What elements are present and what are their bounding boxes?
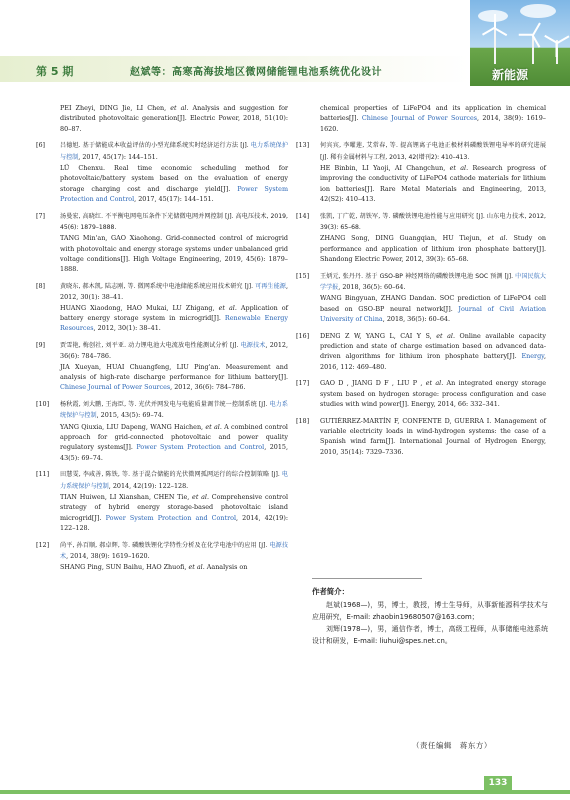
reference-number: [6] (36, 141, 46, 150)
reference-number: [14] (296, 211, 310, 220)
reference-text: HUANG Xiaodong, HAO Mukai, LU Zhigang, (60, 303, 219, 312)
journal-name: 新能源 (492, 68, 529, 82)
reference-number: [15] (296, 271, 310, 280)
reference-text: , 2012, 30(1): 38–41. (60, 282, 289, 302)
reference-number: [17] (296, 379, 310, 388)
journal-link-text: 电源技术 (60, 541, 289, 561)
journal-link-text: Chinese Journal of Power Sources (361, 114, 478, 123)
reference-number: [9] (36, 341, 46, 350)
references-right-column (296, 103, 546, 463)
reference-text: et al (436, 331, 453, 340)
reference-text: . A combined control approach for grid-connected photovoltaic and power quality regulatory systems[J]. (60, 422, 288, 452)
journal-link-text: Renewable Energy Resources (60, 314, 288, 333)
journal-link-text: Power System Protection and Control (60, 184, 289, 204)
reference-number: [13] (296, 141, 310, 150)
reference-text: et al (425, 379, 442, 388)
reference-text: 贾雪艳, 梅创社, 刘平亚. 动力锂电池大电流放电性能测试分析 [J]. (60, 342, 241, 350)
reference-text: , 2017, 45(17): 144–151. (134, 195, 214, 204)
reference-text: 黄晓东, 郝木凯, 陆志刚, 等. 微网系统中电池储能系统应用技术研究 [J]. (60, 283, 256, 291)
reference-text: DENG Z W, YANG L, CAI Y S, (320, 331, 437, 340)
reference-number: [18] (296, 416, 310, 425)
reference-text: chemical properties of LiFePO4 and its application in chemical batteries[J]. (320, 104, 546, 123)
journal-link-text: Journal of Civil Aviation University of China (320, 304, 547, 324)
reference-text: . Aanalysis on (202, 563, 248, 572)
reference-item (296, 416, 546, 457)
reference-number: [11] (36, 470, 50, 479)
reference-text: TANG Min'an, GAO Xiaohong. Grid-connected control of microgrid with photovoltaic and energy storage systems under unbalanced grid voltage conditions[J]. High Voltage Engineering, 2019, 45(6): 1879–1888. (60, 234, 288, 274)
running-title: 赵斌等：高寒高海拔地区微网储能锂电池系统优化设计 (130, 67, 382, 78)
responsible-editor: （责任编辑 蒋东方） (412, 741, 492, 750)
reference-text: 吕德旭. 基于储能成本收益评估的小型光储系统实时经济运行方法 [J]. (60, 142, 251, 150)
reference-text: LÜ Chenxu. Real time economic scheduling method for photovoltaic/battery system based on the evaluation of energy storage charging cost and discharge yield[J]. (60, 164, 288, 193)
reference-text: TIAN Huiwen, LI Xianshan, CHEN Tie, (60, 493, 193, 502)
reference-text: 汤曼宏, 高晓红. 不平衡电网电压条件下光储微电网并网控制 [J]. 高电压技术, 2019, 45(6): 1879–1888. (60, 212, 288, 232)
reference-text: 张凯, 丁广乾, 胡铁军, 等. 磷酸铁锂电池性能与应用研究 [J]. 山东电力技术, 2012, 39(3): 65–68. (320, 212, 546, 232)
journal-link-text: 电力系统保护与控制 (60, 401, 289, 420)
reference-number: [16] (296, 331, 310, 340)
issue-number: 第 5 期 (36, 65, 74, 78)
reference-text: et al (218, 303, 235, 312)
journal-link-text: 可再生能源 (255, 283, 286, 291)
wind-turbine-banner-image (470, 0, 570, 86)
reference-text: HE Binbin, LI Yaoji, AI Changchun, (320, 164, 450, 173)
reference-number: [12] (36, 540, 50, 549)
references-left-column (36, 103, 288, 579)
reference-text: , 2015, 43(5): 69–74. (60, 443, 288, 462)
reference-text: 尚平, 孙百顺, 郝卓辉, 等. 磷酸铁锂化学特性分析及在化学电池中的应用 [J]. (60, 541, 270, 549)
reference-item (36, 399, 288, 463)
reference-text: , 2014, 42(19): 122–128. (108, 481, 189, 490)
journal-link-text: Power System Protection and Control (105, 513, 237, 522)
reference-item (36, 469, 288, 533)
reference-text: WANG Bingyuan, ZHANG Dandan. SOC prediction of LiFePO4 cell based on GSO-BP neural network[J]. (320, 294, 546, 313)
reference-item (36, 340, 288, 393)
journal-link-text: Power System Protection and Control (136, 443, 265, 452)
reference-number: [8] (36, 282, 46, 291)
reference-text: et al (205, 422, 220, 431)
reference-text: , 2012, 30(1): 38–41. (93, 324, 161, 333)
reference-item (296, 211, 546, 265)
reference-item (36, 281, 288, 334)
reference-text: GUTIÉRREZ-MARTÍN F, CONFENTE D, GUERRA I. Management of variable electricity loads in wind-hydrogen systems: the case of a Spanish wind farm[J]. International Journal of Hydrogen Energy, 2010, 35(14): 7329–7336. (320, 416, 546, 456)
reference-text: , 2017, 45(17): 144–151. (78, 152, 158, 161)
reference-item (296, 378, 546, 409)
reference-item (36, 103, 288, 134)
reference-text: 何宾宾, 李曜莲, 艾常春, 等. 提高锂离子电池正极材料磷酸铁锂电导率的研究进展 [J]. 稀有金属材料与工程, 2013, 42(增刊2): 410–413. (320, 142, 546, 161)
reference-text: et al (487, 234, 506, 243)
reference-text: , 2014, 38(9): 1619–1620. (320, 114, 547, 133)
reference-text: , 2018, 36(5): 60–64. (338, 283, 406, 292)
reference-text: . Research progress of improving the conductivity of LiFePO4 cathode materials for lithium ion batteries[J]. Rare Metal Materials and Engineering, 2013, 42(S2): 410–413. (320, 164, 546, 204)
author-heading: 作者简介： (312, 587, 349, 596)
reference-item (296, 140, 546, 204)
author-bio-1: 赵斌(1968—)，男，博士，教授，博士生导师，从事新能源科学技术与应用研究，E-mail: zhaobin19680507@163.com； (312, 601, 548, 621)
reference-text: , 2012, 36(6): 784–786. (60, 341, 288, 361)
reference-text: . An integrated energy storage system based on hydrogen storage: process configuration and case studies with wind power[J]. Energy, 2014, 66: 332–341. (320, 379, 546, 409)
journal-link-text: 电力系统保护与控制 (60, 142, 288, 161)
author-bio-2: 刘辉(1978—)，男，通信作者，博士，高级工程师，从事储能电池系统设计和研发，E-mail: liuhui@spes.net.cn。 (312, 625, 548, 645)
author-divider (312, 578, 422, 579)
reference-text: JIA Xueyan, HUAI Chuangfeng, LIU Ping'an. Measurement and analysis of high-rate discharge performance for lithium battery[J]. (60, 362, 288, 382)
journal-link-text: 电源技术 (240, 342, 266, 350)
reference-text: , 2012, 36(6): 784–786. (170, 383, 246, 392)
reference-text: , 2016, 112: 469–480. (320, 352, 546, 371)
reference-text: 王炳元, 张丹丹. 基于 GSO-BP 神经网络的磷酸铁锂电池 SOC 预测 [J]. (320, 272, 516, 280)
journal-link-text: 电力系统保护与控制 (60, 471, 288, 490)
reference-text: et al (449, 164, 467, 173)
reference-text: . Online available capacity prediction and state of charge estimation based on advanced data-driven algorithms for lithium iron phosphate battery[J]. (320, 331, 546, 361)
reference-text: YANG Qiuxia, LIU Dapeng, WANG Haichen, (60, 422, 206, 431)
reference-text: 田慧雯, 李咸善, 陈铁, 等. 基于混合储能的光伏微网孤网运行的综合控制策略 [J]. (60, 471, 282, 479)
reference-text: , 2014, 38(9): 1619–1620. (66, 552, 150, 561)
reference-item (36, 211, 288, 275)
reference-text: 杨秋霞, 刘大鹏, 王海臣, 等. 光伏并网发电与电能质量调节统一控制系统 [J]. (60, 401, 270, 409)
reference-item (296, 271, 546, 325)
journal-link-text: 中国民航大学学报 (320, 272, 547, 292)
reference-item (36, 140, 288, 204)
journal-link-text: Energy (521, 352, 544, 361)
reference-text: PEI Zheyi, DING Jie, LI Chen, (60, 104, 171, 112)
reference-text: . Application of battery energy storage system in microgrid[J]. (60, 303, 288, 323)
author-info (312, 586, 548, 647)
reference-number: [7] (36, 211, 46, 220)
reference-text: . Analysis and suggestion for distributed photovoltaic generation[J]. Electric Power, 2018, 51(10): 80–87. (60, 104, 288, 133)
reference-text: . Comprehensive control strategy of hybrid energy storage-based photovoltaic island microgrid[J]. (60, 493, 288, 522)
reference-number: [10] (36, 400, 50, 409)
reference-text: et al (170, 104, 187, 112)
reference-item (36, 540, 288, 573)
reference-item (296, 331, 546, 372)
reference-text: ZHANG Song, DING Guangqian, HU Tiejun, (320, 234, 488, 243)
journal-link-text: Chinese Journal of Power Sources (60, 383, 171, 392)
page-number: 133 (484, 776, 512, 791)
reference-text: et al (192, 493, 207, 502)
reference-text: SHANG Ping, SUN Baihu, HAO Zhuofi, (60, 563, 189, 572)
reference-text: , 2014, 42(19): 122–128. (60, 513, 289, 533)
reference-item (296, 103, 546, 134)
reference-text: . Study on performance and application of lithium iron phosphate battery[J]. Shandong Electric Power, 2012, 39(3): 65–68. (320, 234, 546, 264)
page-header (0, 0, 570, 80)
reference-text: , 2018, 36(5): 60–64. (382, 315, 450, 324)
reference-text: , 2015, 43(5): 69–74. (96, 411, 164, 420)
reference-text: et al (188, 563, 203, 572)
reference-text: GAO D , JIANG D F , LIU P , (320, 379, 426, 388)
